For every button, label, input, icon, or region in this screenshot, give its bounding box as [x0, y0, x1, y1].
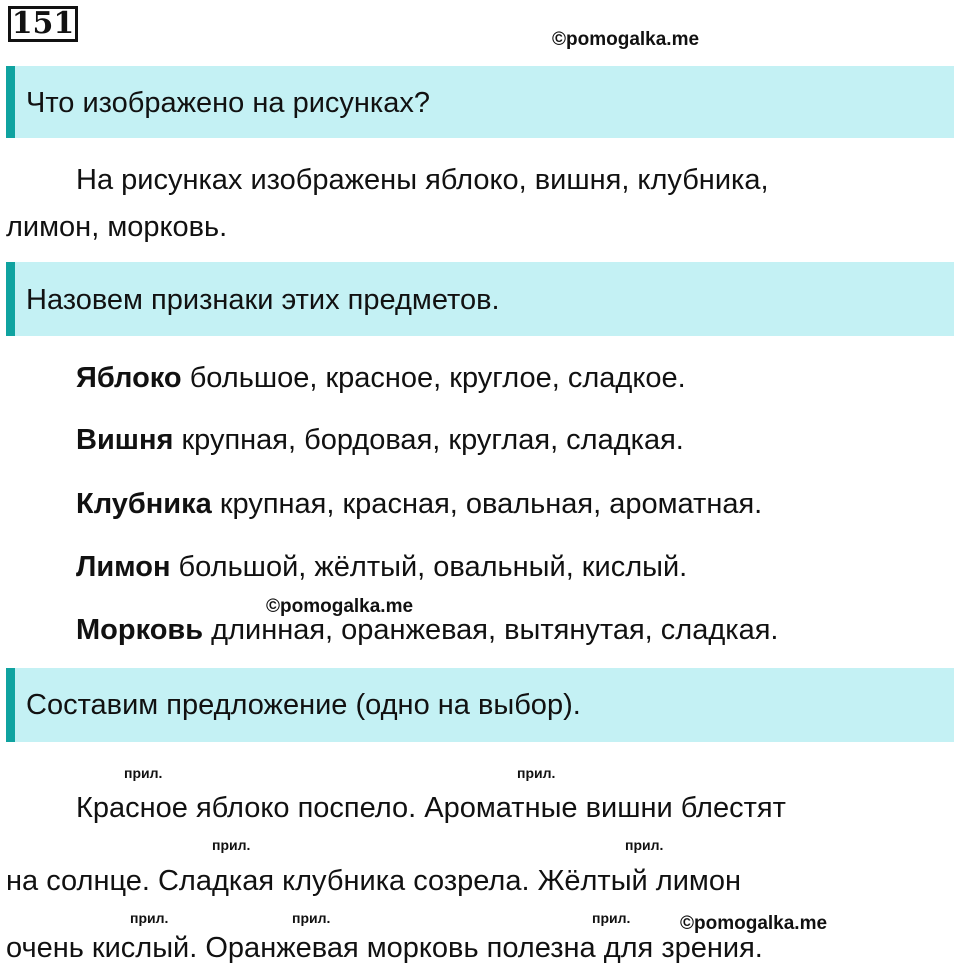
question-1: Что изображено на рисунках? — [26, 87, 430, 119]
question-3: Составим предложение (одно на выбор). — [26, 689, 581, 721]
watermark-middle: ©pomogalka.me — [266, 596, 414, 617]
feature-description: длинная, оранжевая, вытянутая, сладкая. — [203, 614, 779, 646]
feature-line-cherry — [76, 423, 684, 457]
feature-line-lemon — [76, 550, 687, 584]
feature-word: Морковь — [76, 614, 204, 646]
feature-line-carrot — [76, 613, 778, 647]
feature-description: крупная, красная, овальная, ароматная. — [211, 488, 763, 520]
feature-line-apple — [76, 361, 686, 395]
watermark-bottom: ©pomogalka.me — [680, 913, 828, 934]
sentence-line-2: на солнце. Сладкая клубника созрела. Жёлтый лимон — [6, 865, 741, 897]
sentence-line-3: очень кислый. Оранжевая морковь полезна для зрения. — [6, 932, 763, 964]
feature-word: Клубника — [76, 488, 212, 520]
question-band-3 — [6, 668, 954, 742]
question-band-1 — [6, 66, 954, 138]
adj-label: прил. — [625, 837, 664, 853]
answer-1-line-1: На рисунках изображены яблоко, вишня, клубника, — [76, 164, 769, 196]
adj-label: прил. — [130, 910, 169, 926]
watermark-top: ©pomogalka.me — [552, 29, 700, 50]
feature-description: большое, красное, круглое, сладкое. — [181, 362, 686, 394]
question-band-2 — [6, 262, 954, 336]
adj-label: прил. — [124, 765, 163, 781]
feature-line-strawberry — [76, 487, 762, 521]
feature-word: Лимон — [76, 551, 171, 583]
adj-label: прил. — [592, 910, 631, 926]
answer-1-line-2: лимон, морковь. — [6, 211, 228, 243]
feature-word: Яблоко — [76, 362, 182, 394]
adj-label: прил. — [292, 910, 331, 926]
adj-label: прил. — [212, 837, 251, 853]
question-2: Назовем признаки этих предметов. — [26, 284, 500, 316]
feature-word: Вишня — [76, 424, 174, 456]
feature-description: крупная, бордовая, круглая, сладкая. — [173, 424, 684, 456]
feature-description: большой, жёлтый, овальный, кислый. — [170, 551, 688, 583]
adj-label: прил. — [517, 765, 556, 781]
sentence-line-1: Красное яблоко поспело. Ароматные вишни блестят — [76, 792, 786, 824]
exercise-number: 151 — [8, 6, 78, 42]
